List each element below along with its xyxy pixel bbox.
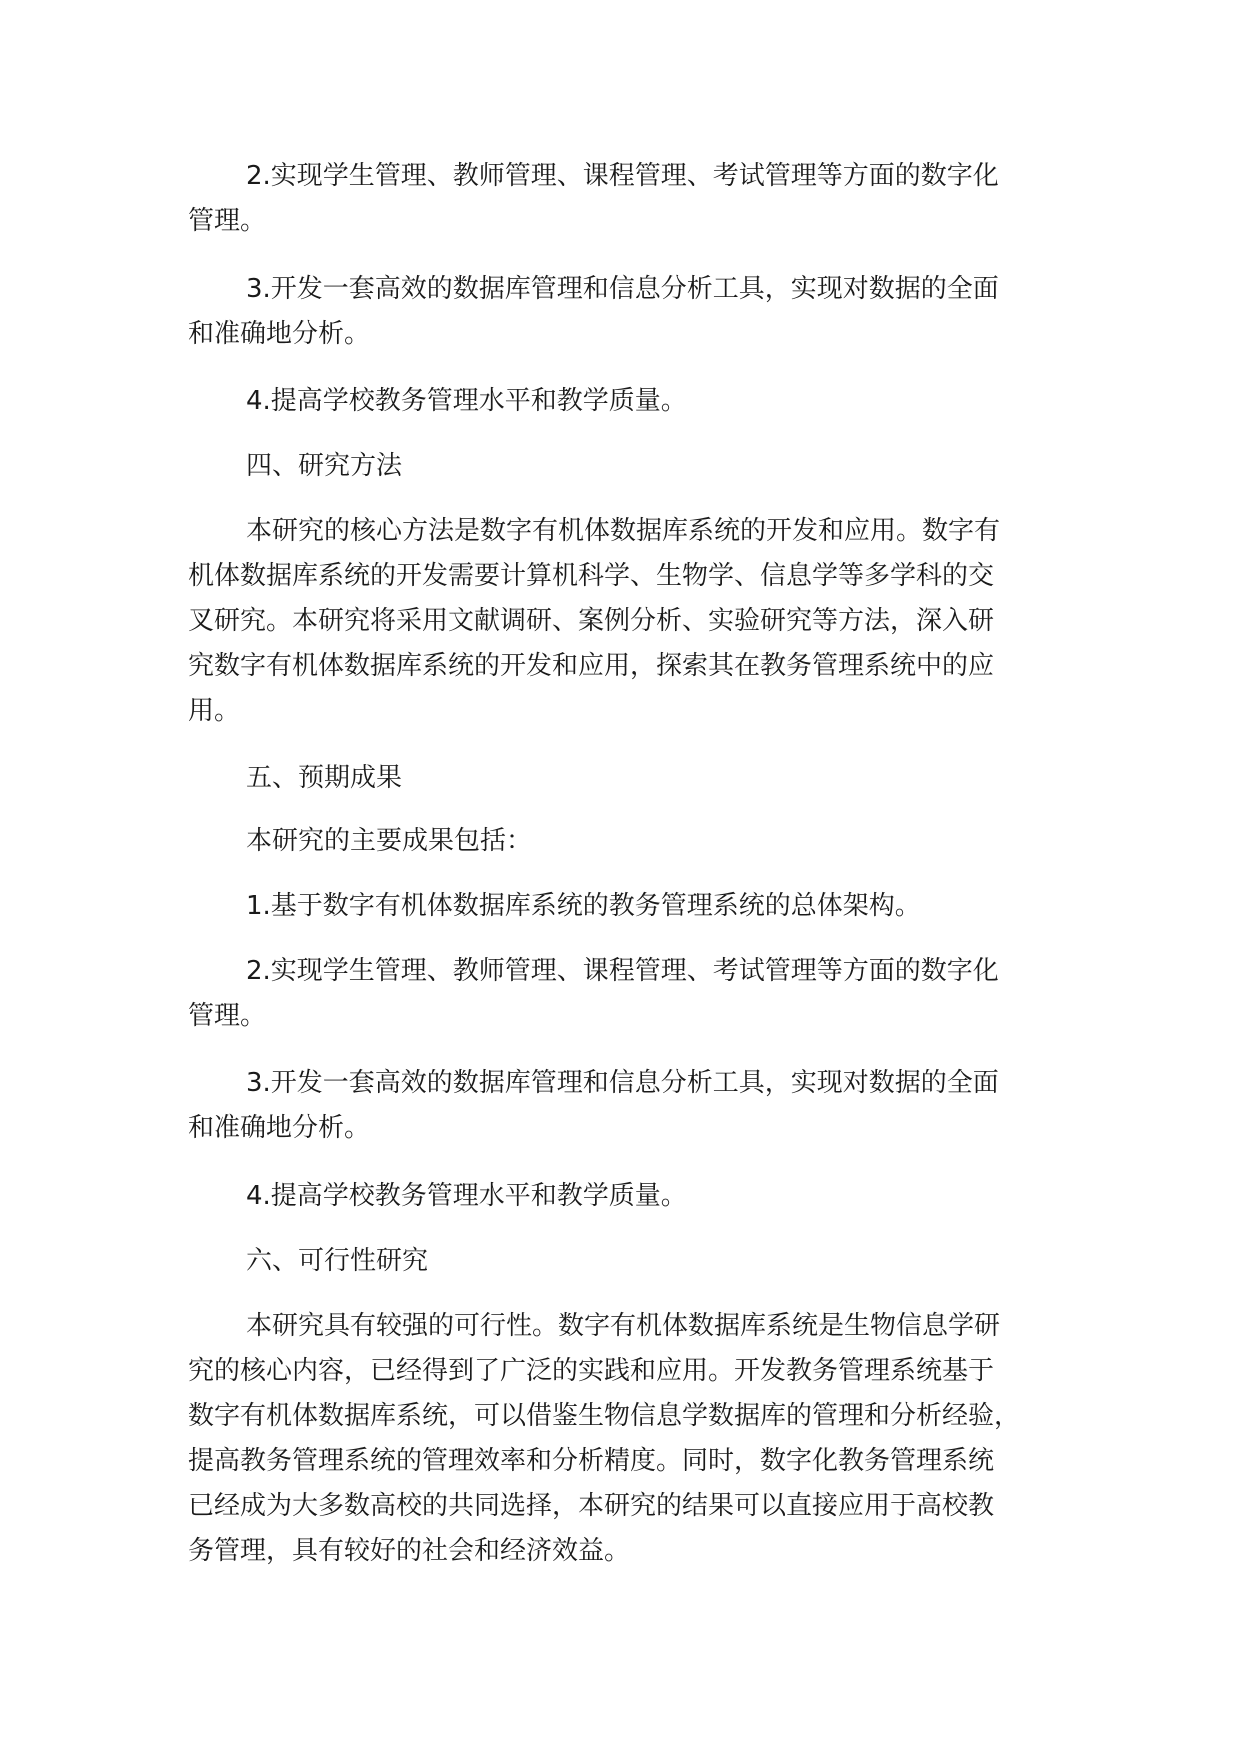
paragraph-line: 管理。 bbox=[188, 1001, 267, 1031]
paragraph-line: 管理。 bbox=[188, 206, 267, 236]
paragraph-line: 和准确地分析。 bbox=[188, 319, 371, 349]
paragraph-line: 4.提高学校教务管理水平和教学质量。 bbox=[246, 386, 687, 416]
paragraph-line: 提高教务管理系统的管理效率和分析精度。同时，数字化教务管理系统 bbox=[188, 1446, 995, 1476]
paragraph-line: 机体数据库系统的开发需要计算机科学、生物学、信息学等多学科的交 bbox=[188, 561, 995, 591]
paragraph-line: 4.提高学校教务管理水平和教学质量。 bbox=[246, 1181, 687, 1211]
paragraph-line: 和准确地分析。 bbox=[188, 1113, 371, 1143]
paragraph-line: 2.实现学生管理、教师管理、课程管理、考试管理等方面的数字化 bbox=[246, 161, 999, 191]
paragraph-line: 1.基于数字有机体数据库系统的教务管理系统的总体架构。 bbox=[246, 891, 921, 921]
section-heading: 四、研究方法 bbox=[246, 451, 403, 481]
paragraph-line: 本研究的核心方法是数字有机体数据库系统的开发和应用。数字有 bbox=[246, 516, 1001, 546]
paragraph-line: 叉研究。本研究将采用文献调研、案例分析、实验研究等方法，深入研 bbox=[188, 606, 995, 636]
paragraph-line: 务管理，具有较好的社会和经济效益。 bbox=[188, 1536, 631, 1566]
paragraph-line: 究的核心内容，已经得到了广泛的实践和应用。开发教务管理系统基于 bbox=[188, 1356, 995, 1386]
paragraph-line: 2.实现学生管理、教师管理、课程管理、考试管理等方面的数字化 bbox=[246, 956, 999, 986]
paragraph-line: 本研究的主要成果包括： bbox=[246, 826, 533, 856]
paragraph-line: 3.开发一套高效的数据库管理和信息分析工具，实现对数据的全面 bbox=[246, 1068, 999, 1098]
paragraph-line: 究数字有机体数据库系统的开发和应用，探索其在教务管理系统中的应 bbox=[188, 651, 995, 681]
section-heading: 五、预期成果 bbox=[246, 763, 403, 793]
paragraph-line: 本研究具有较强的可行性。数字有机体数据库系统是生物信息学研 bbox=[246, 1311, 1001, 1341]
paragraph-line: 用。 bbox=[188, 696, 241, 726]
paragraph-line: 数字有机体数据库系统，可以借鉴生物信息学数据库的管理和分析经验， bbox=[188, 1401, 1021, 1431]
paragraph-line: 已经成为大多数高校的共同选择，本研究的结果可以直接应用于高校教 bbox=[188, 1491, 995, 1521]
section-heading: 六、可行性研究 bbox=[246, 1246, 429, 1276]
paragraph-line: 3.开发一套高效的数据库管理和信息分析工具，实现对数据的全面 bbox=[246, 274, 999, 304]
